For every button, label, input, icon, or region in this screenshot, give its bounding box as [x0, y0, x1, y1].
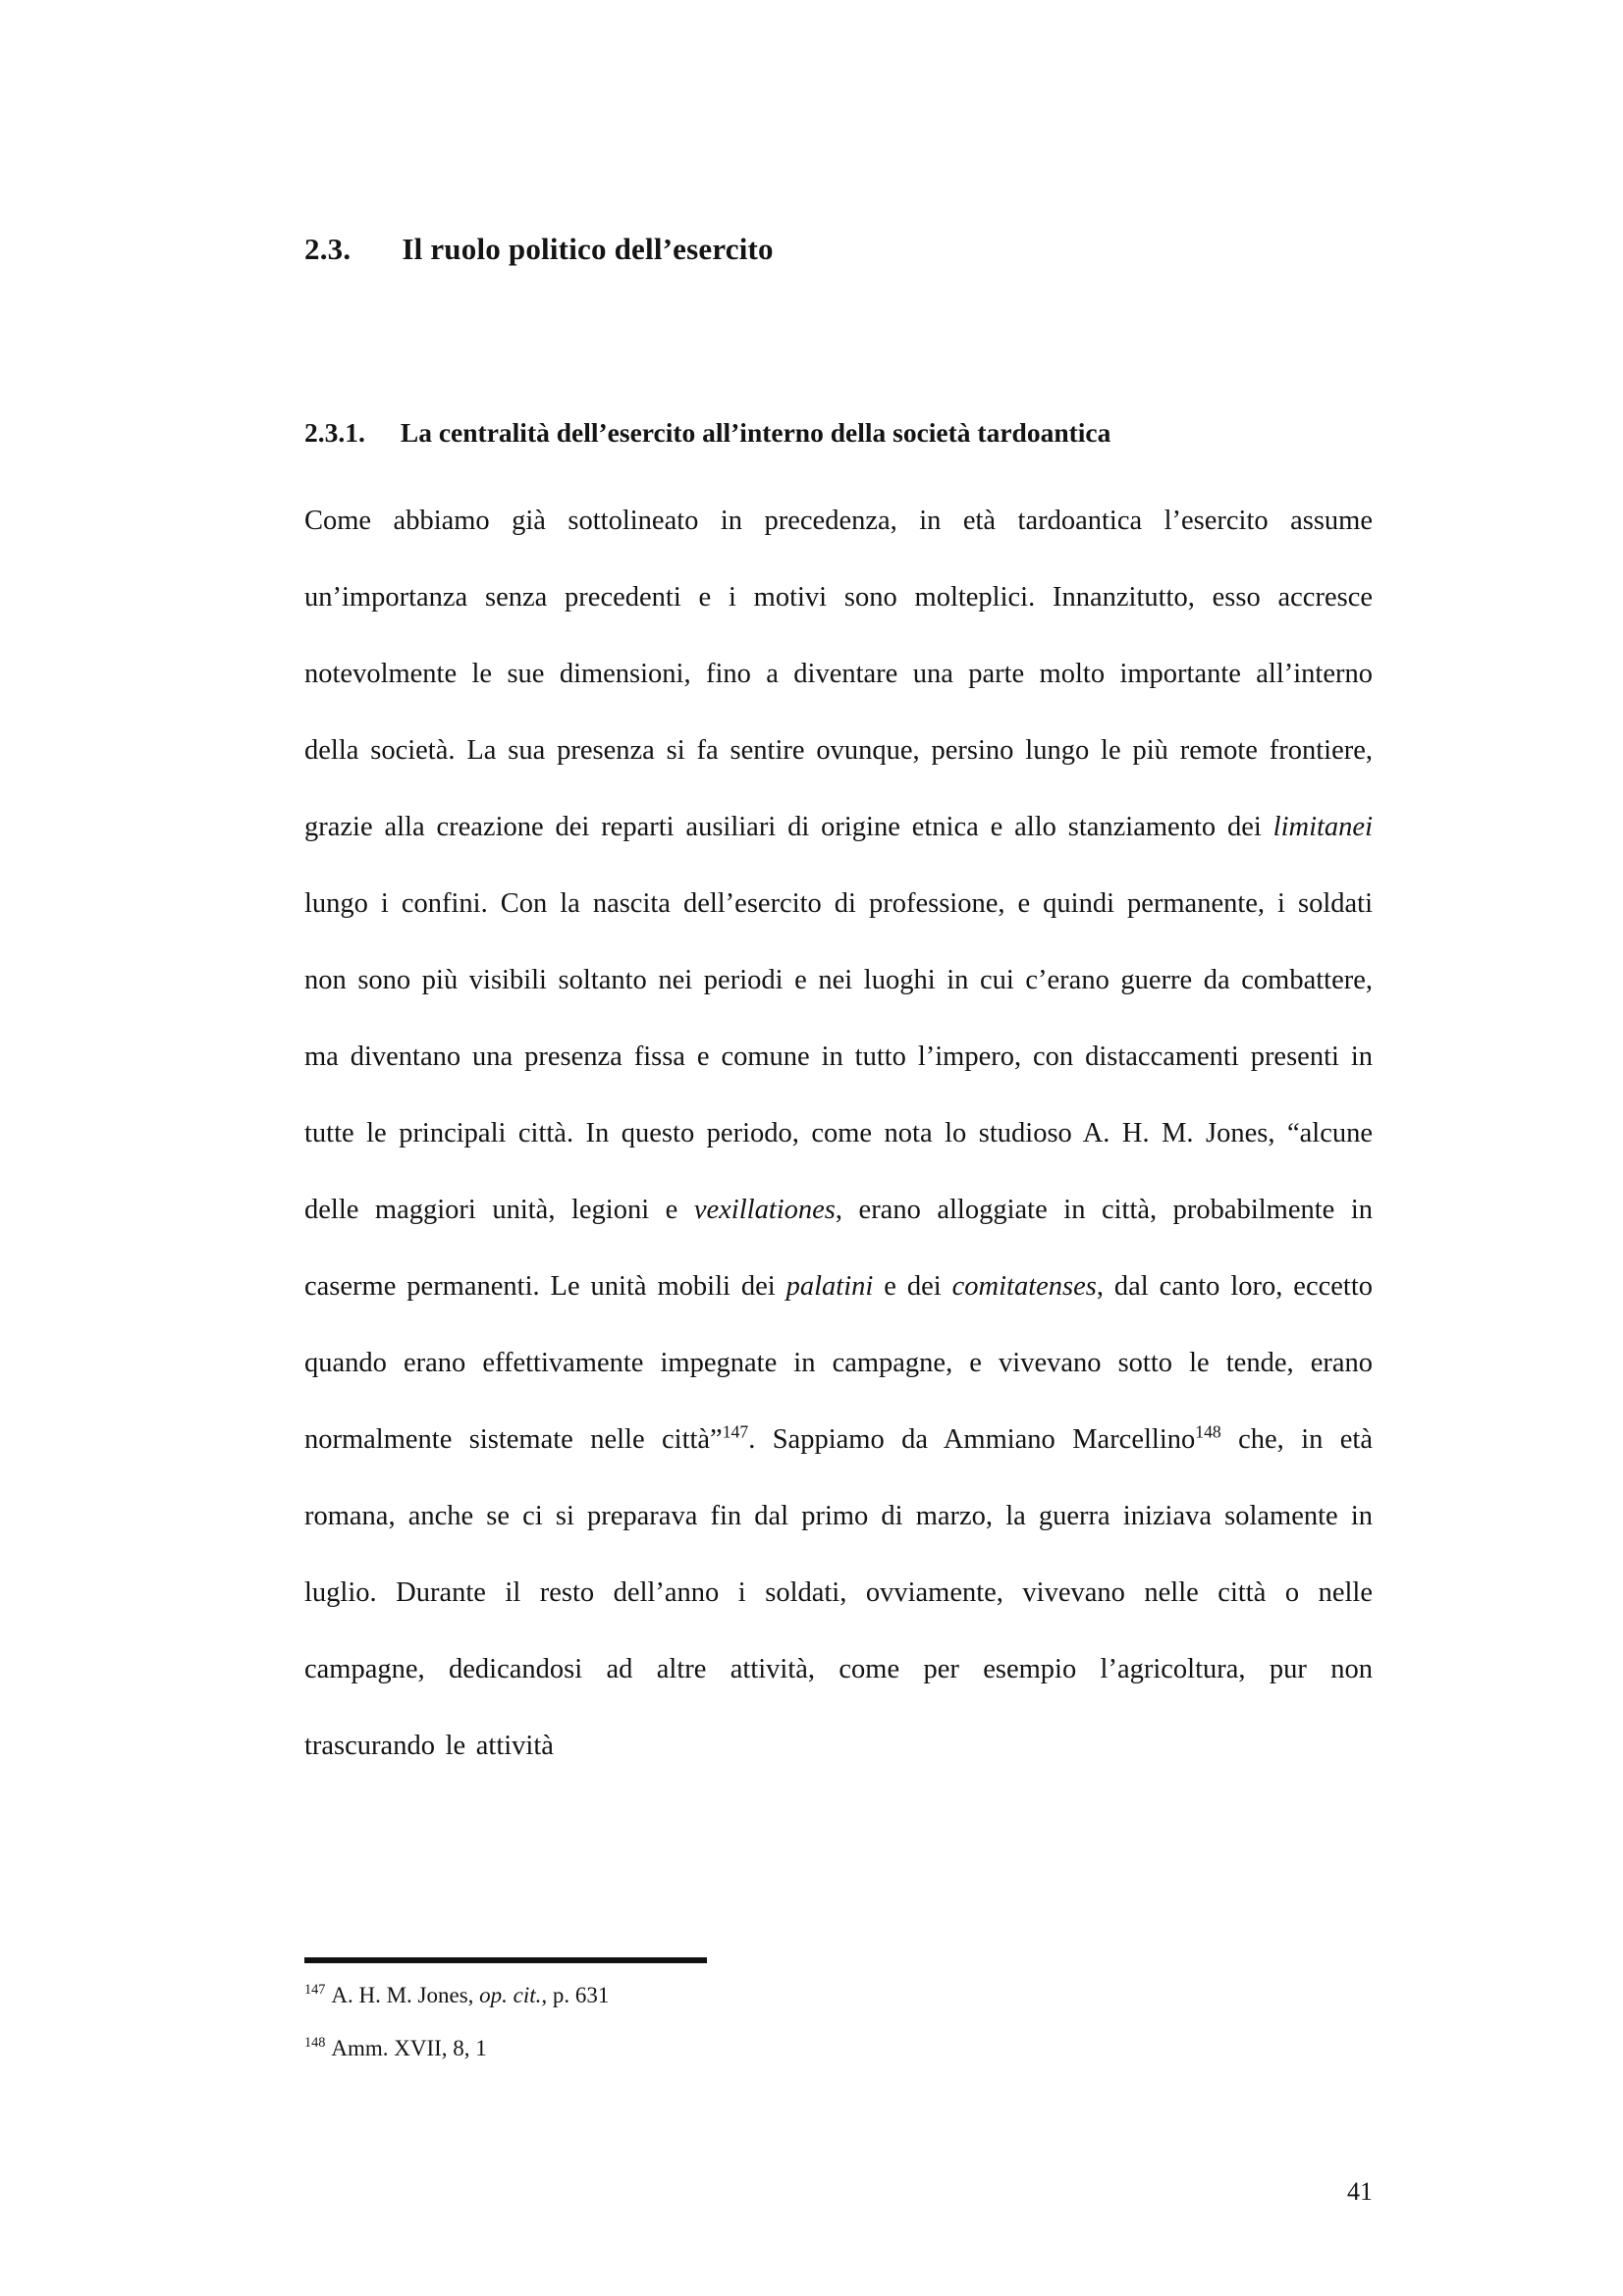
subsection-number: 2.3.1. — [304, 417, 365, 448]
section-number: 2.3. — [304, 232, 352, 266]
footnote-area — [304, 1957, 1373, 2087]
subsection-heading — [304, 417, 1375, 449]
footnote-147 — [304, 1981, 1373, 2010]
footnote-text: A. H. M. Jones, op. cit., p. 631 — [331, 1983, 610, 2007]
footnote-separator — [304, 1957, 707, 1963]
paragraph-text: Come abbiamo già sottolineato in precedenza, in età tardoantica l’esercito assume un’importanza senza precedenti e i motivi sono molteplici. Innanzitutto, esso accresce notevolmente le sue dimensioni, fino a diventare una parte molto importante all’interno della società. La sua presenza si fa sentire ovunque, persino lungo le più remote frontiere, grazie alla creazione dei reparti ausiliari di origine etnica e allo stanziamento dei limitanei lungo i confini. Con la nascita dell’esercito di professione, e quindi permanente, i soldati non sono più visibili soltanto nei periodi e nei luoghi in cui c’erano guerre da combattere, ma diventano una presenza fissa e comune in tutto l’impero, con distaccamenti presenti in tutte le principali città. In questo periodo, come nota lo studioso A. H. M. Jones, “alcune delle maggiori unità, legioni e vexillationes, erano alloggiate in città, probabilmente in caserme permanenti. Le unità mobili dei palatini e dei comitatenses, dal canto loro, eccetto quando erano effettivamente impegnate in campagne, e vivevano sotto le tende, erano normalmente sistemate nelle città”$^{147}$. Sappiamo da Ammiano Marcellino$^{148}$ che, in età romana, anche se ci si preparava fin dal primo di marzo, la guerra iniziava solamente in luglio. Durante il resto dell’anno i soldati, ovviamente, vivevano nelle città o nelle campagne, dedicandosi ad altre attività, come per esempio l’agricoltura, pur non trascurando le attività — [304, 506, 1373, 1761]
section-heading — [304, 232, 1375, 267]
footnote-number: 147 — [304, 1982, 326, 1999]
footnote-text: Amm. XVII, 8, 1 — [331, 2036, 487, 2060]
section-title: Il ruolo politico dell’esercito — [402, 232, 774, 266]
page-number: 41 — [1347, 2177, 1373, 2206]
footnote-number: 148 — [304, 2035, 326, 2052]
footnote-148 — [304, 2034, 1373, 2063]
subsection-title: La centralità dell’esercito all’interno della società tardoantica — [400, 417, 1111, 448]
